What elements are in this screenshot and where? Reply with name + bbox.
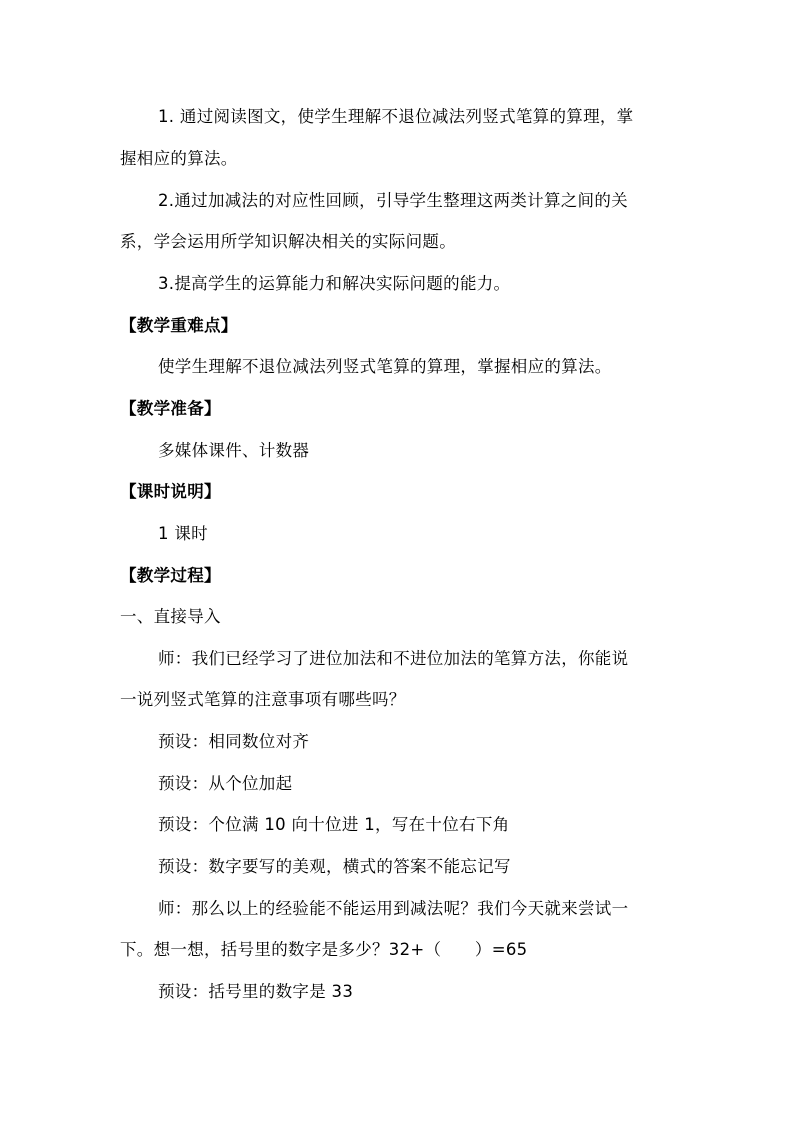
teacher-question-1-line-2: 一说列竖式笔算的注意事项有哪些吗？ xyxy=(120,690,406,709)
lesson-time-heading: 【课时说明】 xyxy=(120,482,221,501)
teacher-question-2-line-1: 师：那么以上的经验能不能运用到减法呢？我们今天就来尝试一 xyxy=(158,899,629,918)
objective-3-line-1: 3.提高学生的运算能力和解决实际问题的能力。 xyxy=(158,274,511,293)
preset-2: 预设：从个位加起 xyxy=(158,774,293,793)
preparation-heading: 【教学准备】 xyxy=(120,399,221,418)
teacher-question-1-line-1: 师：我们已经学习了进位加法和不进位加法的笔算方法，你能说 xyxy=(158,649,629,668)
objective-2-line-1: 2.通过加减法的对应性回顾，引导学生整理这两类计算之间的关 xyxy=(158,191,628,210)
preset-1: 预设：相同数位对齐 xyxy=(158,732,310,751)
objective-1-line-2: 握相应的算法。 xyxy=(120,149,238,168)
preset-4: 预设：数字要写的美观，横式的答案不能忘记写 xyxy=(158,857,511,876)
objective-1-line-1: 1. 通过阅读图文，使学生理解不退位减法列竖式笔算的算理，掌 xyxy=(158,107,634,126)
part1-title: 一、直接导入 xyxy=(120,607,221,626)
objective-2-line-2: 系，学会运用所学知识解决相关的实际问题。 xyxy=(120,232,456,251)
preset-answer: 预设：括号里的数字是 33 xyxy=(158,982,354,1001)
preset-3: 预设：个位满 10 向十位进 1，写在十位右下角 xyxy=(158,815,510,834)
process-heading: 【教学过程】 xyxy=(120,566,221,585)
key-points-text: 使学生理解不退位减法列竖式笔算的算理，掌握相应的算法。 xyxy=(158,357,612,376)
key-points-heading: 【教学重难点】 xyxy=(120,316,238,335)
lesson-time-text: 1 课时 xyxy=(158,524,208,543)
preparation-text: 多媒体课件、计数器 xyxy=(158,441,310,460)
teacher-question-2-line-2: 下。想一想，括号里的数字是多少？32+（ ）=65 xyxy=(120,940,528,959)
